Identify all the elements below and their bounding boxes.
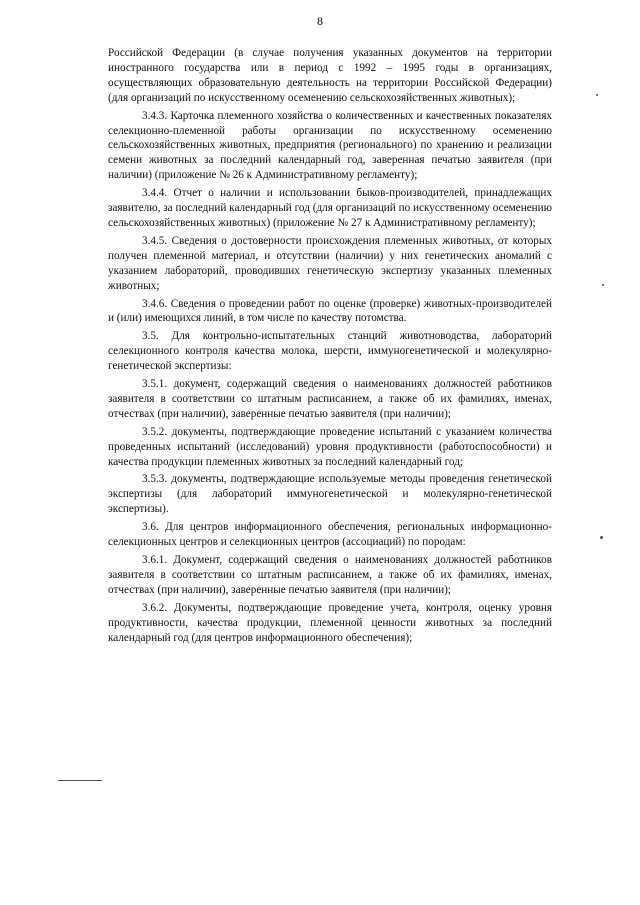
paragraph-3-4-4: 3.4.4. Отчет о наличии и использовании быков-производителей, принадлежащих заявителю, за последний календарный год (для организаций по искусственному осеменению сельскохозяйственных животных) (приложение № 27 к Административному регламенту); [108, 187, 552, 229]
paragraph-3-4-5: 3.4.5. Сведения о достоверности происхождения племенных животных, от которых получен племенной материал, и отсутствии (наличии) у них генетических аномалий с указанием лабораторий, проводивших генетическую экспертизу указанных племенных животных; [108, 234, 552, 292]
paragraph-3-4-6: 3.4.6. Сведения о проведении работ по оценке (проверке) животных-производителей и (или) имеющихся линий, в том числе по качеству потомства. [108, 297, 552, 325]
scan-artifact-dot [596, 94, 598, 96]
paragraph-3-5-1: 3.5.1. документ, содержащий сведения о наименованиях должностей работников заявителя в соответствии со штатным расписанием, а также об их фамилиях, именах, отчествах (при наличии), заверенные печатью заявителя (при наличии); [108, 378, 552, 420]
paragraph-3-5: 3.5. Для контрольно-испытательных станций животноводства, лабораторий селекционного контроля качества молока, шерсти, иммуногенетической и молекулярно-генетической экспертизы: [108, 330, 552, 373]
scan-artifact-line [58, 780, 102, 781]
paragraph-3-6-1: 3.6.1. Документ, содержащий сведения о наименованиях должностей работников заявителя в соответствии со штатным расписанием, а также об их фамилиях, именах, отчествах (при наличии), заверенные печатью заявителя (при наличии); [108, 554, 552, 596]
paragraph-3-6-2: 3.6.2. Документы, подтверждающие проведение учета, контроля, оценку уровня продуктивности, качества продукции, племенной ценности животных за последний календарный год (для центров информационного обеспечения); [108, 601, 552, 644]
document-body [108, 46, 552, 648]
page-number: 8 [317, 14, 323, 28]
scan-artifact-dot [600, 536, 603, 539]
paragraph-3-4-3: 3.4.3. Карточка племенного хозяйства о количественных и качественных показателях селекционно-племенной работы организации по искусственному осеменению сельскохозяйственных животных, предприятия (регионального) по хранению и реализации семени животных за последний календарный год, заверенная печатью заявителя (при наличии) (приложение № 26 к Административному регламенту); [108, 109, 552, 182]
paragraph-3-5-3: 3.5.3. документы, подтверждающие используемые методы проведения генетической экспертизы (для лабораторий иммуногенетической и молекулярно-генетической экспертизы). [108, 473, 552, 516]
scan-artifact-dot [602, 284, 604, 286]
paragraph-3-5-2: 3.5.2. документы, подтверждающие проведение испытаний с указанием количества проведенных испытаний (исследований) уровня продуктивности (работоспособности) и качества продукции племенных животных за последний календарный год; [108, 425, 552, 468]
paragraph-continuation: Российской Федерации (в случае получения указанных документов на территории иностранного государства или в период с 1992 – 1995 годы в организациях, осуществляющих образовательную деятельность на территории Российской Федерации) (для организаций по искусственному осеменению сельскохозяйственных животных); [108, 47, 552, 104]
paragraph-3-6: 3.6. Для центров информационного обеспечения, региональных информационно-селекционных центров и селекционных центров (ассоциаций) по породам: [108, 521, 552, 549]
